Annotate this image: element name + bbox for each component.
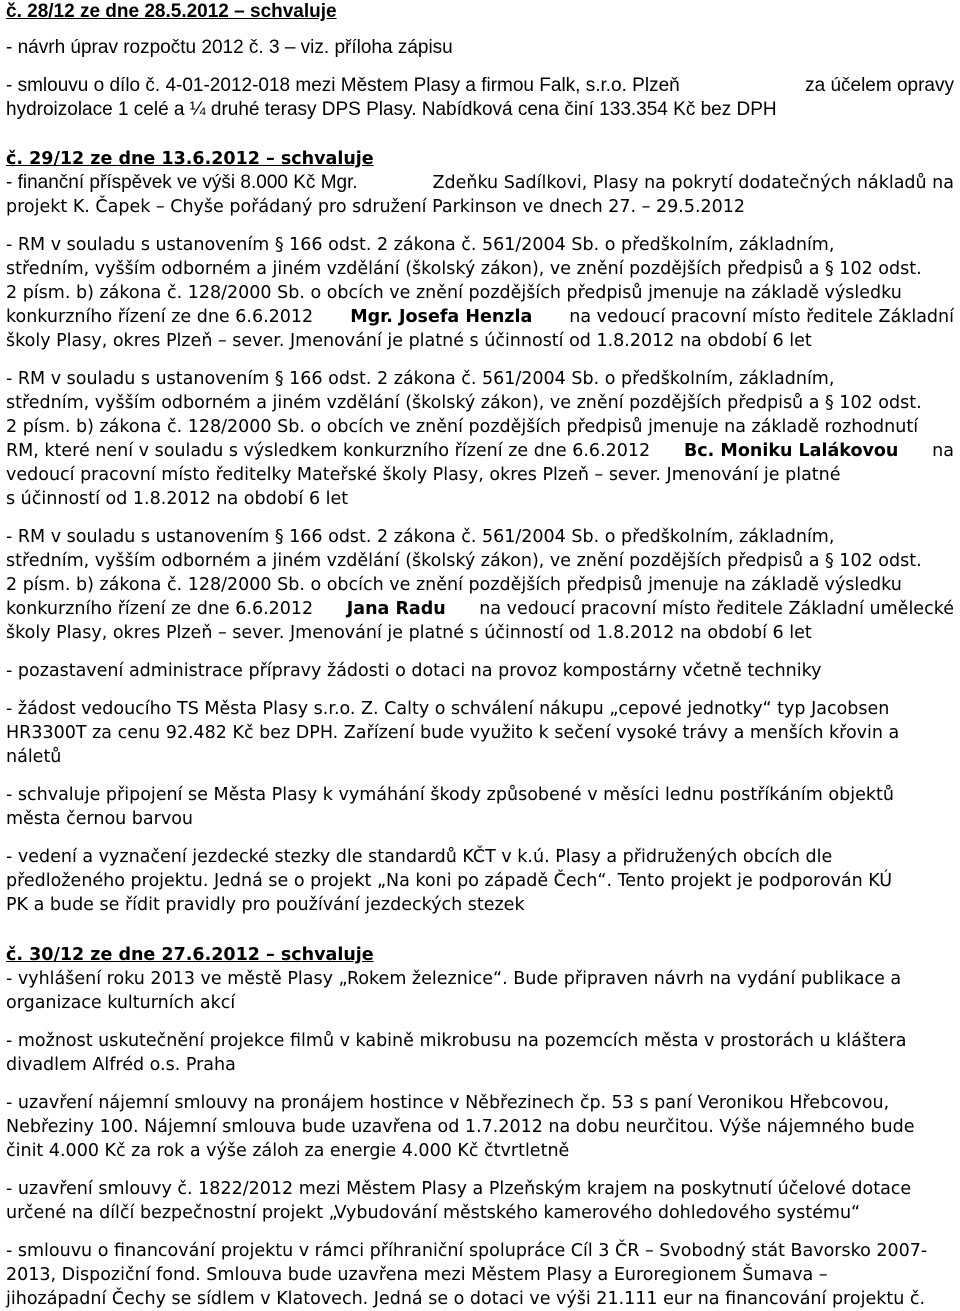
s30-lease-line-1: - uzavření nájemní smlouvy na pronájem hostince v Něbřezinech čp. 53 s paní Veronikou Hřebcovou, — [6, 1093, 890, 1113]
s29-rm2-line-2: středním, vyšším odborném a jiném vzdělání (školský zákon), ve znění pozdějších předpisů a § 102 odst. — [6, 393, 922, 413]
s29-rm2-line-4: RM, které není v souladu s výsledkem konkurzního řízení ze dne 6.6.2012 Bc. Moniku Lalákovou na — [6, 441, 954, 461]
s28-budget-item: - návrh úprav rozpočtu 2012 č. 3 – viz. příloha zápisu — [6, 37, 453, 58]
s29-trail-line-1: - vedení a vyznačení jezdecké stezky dle standardů KČT v k.ú. Plasy a přidružených obcích dle — [6, 847, 833, 867]
s29-rm1-line-1: - RM v souladu s ustanovením § 166 odst. 2 zákona č. 561/2004 Sb. o předškolním, základním, — [6, 235, 835, 255]
s30-lease-line-3: činit 4.000 Kč za rok a výše záloh za energie 4.000 Kč čtvrtletně — [6, 1141, 570, 1161]
s30-railway-line-1: - vyhlášení roku 2013 ve městě Plasy „Rokem železnice“. Bude připraven návrh na vydání publikace a — [6, 969, 902, 989]
s29-rm1-line-2: středním, vyšším odborném a jiném vzdělání (školský zákon), ve znění pozdějších předpisů a § 102 odst. — [6, 259, 922, 279]
s29-rm3-line-1: - RM v souladu s ustanovením § 166 odst. 2 zákona č. 561/2004 Sb. o předškolním, základním, — [6, 527, 835, 547]
section-28-heading: č. 28/12 ze dne 28.5.2012 – schvaluje — [6, 1, 337, 22]
s30-region-line-2: určené na dílčí bezpečnostní projekt „Vybudování městského kamerového dohledového systému“ — [6, 1203, 861, 1223]
s29-ts-line-3: náletů — [6, 747, 62, 767]
s29-rm2-line-6: s účinností od 1.8.2012 na období 6 let — [6, 489, 349, 509]
s29-trail-line-3: PK a bude se řídit pravidly pro používání jezdeckých stezek — [6, 895, 525, 915]
s30-eu-line-1: - smlouvu o financování projektu v rámci příhraniční spolupráce Cíl 3 ČR – Svobodný stát Bavorsko 2007- — [6, 1241, 928, 1261]
s29-rm1-line-3: 2 písm. b) zákona č. 128/2000 Sb. o obcích ve znění pozdějších předpisů jmenuje na základě výsledku — [6, 283, 902, 303]
s29-damage-line-1: - schvaluje připojení se Města Plasy k vymáhání škody způsobené v měsíci lednu postříkáním objektů — [6, 785, 894, 805]
s30-eu-line-2: 2013, Dispoziční fond. Smlouva bude uzavřena mezi Městem Plasy a Euroregionem Šumava – — [6, 1265, 828, 1285]
s29-rm1-line-4: konkurzního řízení ze dne 6.6.2012 Mgr. Josefa Henzla na vedoucí pracovní místo ředitele Základní — [6, 307, 954, 327]
s30-railway-line-2: organizace kulturních akcí — [6, 993, 236, 1013]
s29-rm2-line-5: vedoucí pracovní místo ředitelky Mateřské školy Plasy, okres Plzeň – sever. Jmenování je platné — [6, 465, 841, 485]
s28-contract-line-2: hydroizolace 1 celé a ¼ druhé terasy DPS Plasy. Nabídková cena činí 133.354 Kč bez DPH — [6, 99, 777, 120]
s29-ts-line-2: HR3300T za cenu 92.482 Kč bez DPH. Zařízení bude využito k sečení vysoké trávy a menších křovin a — [6, 723, 900, 743]
s29-grant-line-2: projekt K. Čapek – Chyše pořádaný pro sdružení Parkinson ve dnech 27. – 29.5.2012 — [6, 197, 746, 217]
s29-ts-line-1: - žádost vedoucího TS Města Plasy s.r.o. Z. Calty o schválení nákupu „cepové jednotky“ typ Jacobsen — [6, 699, 890, 719]
s29-rm2-line-3: 2 písm. b) zákona č. 128/2000 Sb. o obcích ve znění pozdějších předpisů jmenuje na základě rozhodnutí — [6, 417, 919, 437]
s29-grant-line-1: - finanční příspěvek ve výši 8.000 Kč Mgr. Zdeňku Sadílkovi, Plasy na pokrytí dodatečných nákladů na — [6, 172, 954, 193]
s30-eu-line-3: jihozápadní Čechy se sídlem v Klatovech. Jedná se o dotaci ve výši 21.111 eur na financování projektu č. — [6, 1289, 926, 1309]
s30-region-line-1: - uzavření smlouvy č. 1822/2012 mezi Městem Plasy a Plzeňským krajem na poskytnutí účelové dotace — [6, 1179, 912, 1199]
s29-rm3-line-3: 2 písm. b) zákona č. 128/2000 Sb. o obcích ve znění pozdějších předpisů jmenuje na základě výsledku — [6, 575, 902, 595]
s30-film-line-1: - možnost uskutečnění projekce filmů v kabině mikrobusu na pozemcích města v prostorách u kláštera — [6, 1031, 907, 1051]
section-29-heading: č. 29/12 ze dne 13.6.2012 – schvaluje — [6, 149, 374, 169]
s29-rm3-line-4: konkurzního řízení ze dne 6.6.2012 Jana Radu na vedoucí pracovní místo ředitele Základní umělecké — [6, 599, 954, 619]
s29-damage-line-2: města černou barvou — [6, 809, 193, 829]
s30-film-line-2: divadlem Alfréd o.s. Praha — [6, 1055, 236, 1075]
s29-rm3-line-5: školy Plasy, okres Plzeň – sever. Jmenování je platné s účinností od 1.8.2012 na období 6 let — [6, 623, 812, 643]
s29-rm3-line-2: středním, vyšším odborném a jiném vzdělání (školský zákon), ve znění pozdějších předpisů a § 102 odst. — [6, 551, 922, 571]
s29-rm1-line-5: školy Plasy, okres Plzeň – sever. Jmenování je platné s účinností od 1.8.2012 na období 6 let — [6, 331, 812, 351]
s30-lease-line-2: Nebřeziny 100. Nájemní smlouva bude uzavřena od 1.7.2012 na dobu neurčitou. Výše nájemného bude — [6, 1117, 915, 1137]
section-30-heading: č. 30/12 ze dne 27.6.2012 – schvaluje — [6, 945, 374, 965]
s29-trail-line-2: předloženého projektu. Jedná se o projekt „Na koni po západě Čech“. Tento projekt je podporován KÚ — [6, 871, 893, 891]
s28-contract-line-1: - smlouvu o dílo č. 4-01-2012-018 mezi Městem Plasy a firmou Falk, s.r.o. Plzeň za účelem opravy — [6, 75, 954, 96]
s29-compost-item: - pozastavení administrace přípravy žádosti o dotaci na provoz kompostárny včetně techniky — [6, 661, 822, 681]
s29-rm2-line-1: - RM v souladu s ustanovením § 166 odst. 2 zákona č. 561/2004 Sb. o předškolním, základním, — [6, 369, 835, 389]
